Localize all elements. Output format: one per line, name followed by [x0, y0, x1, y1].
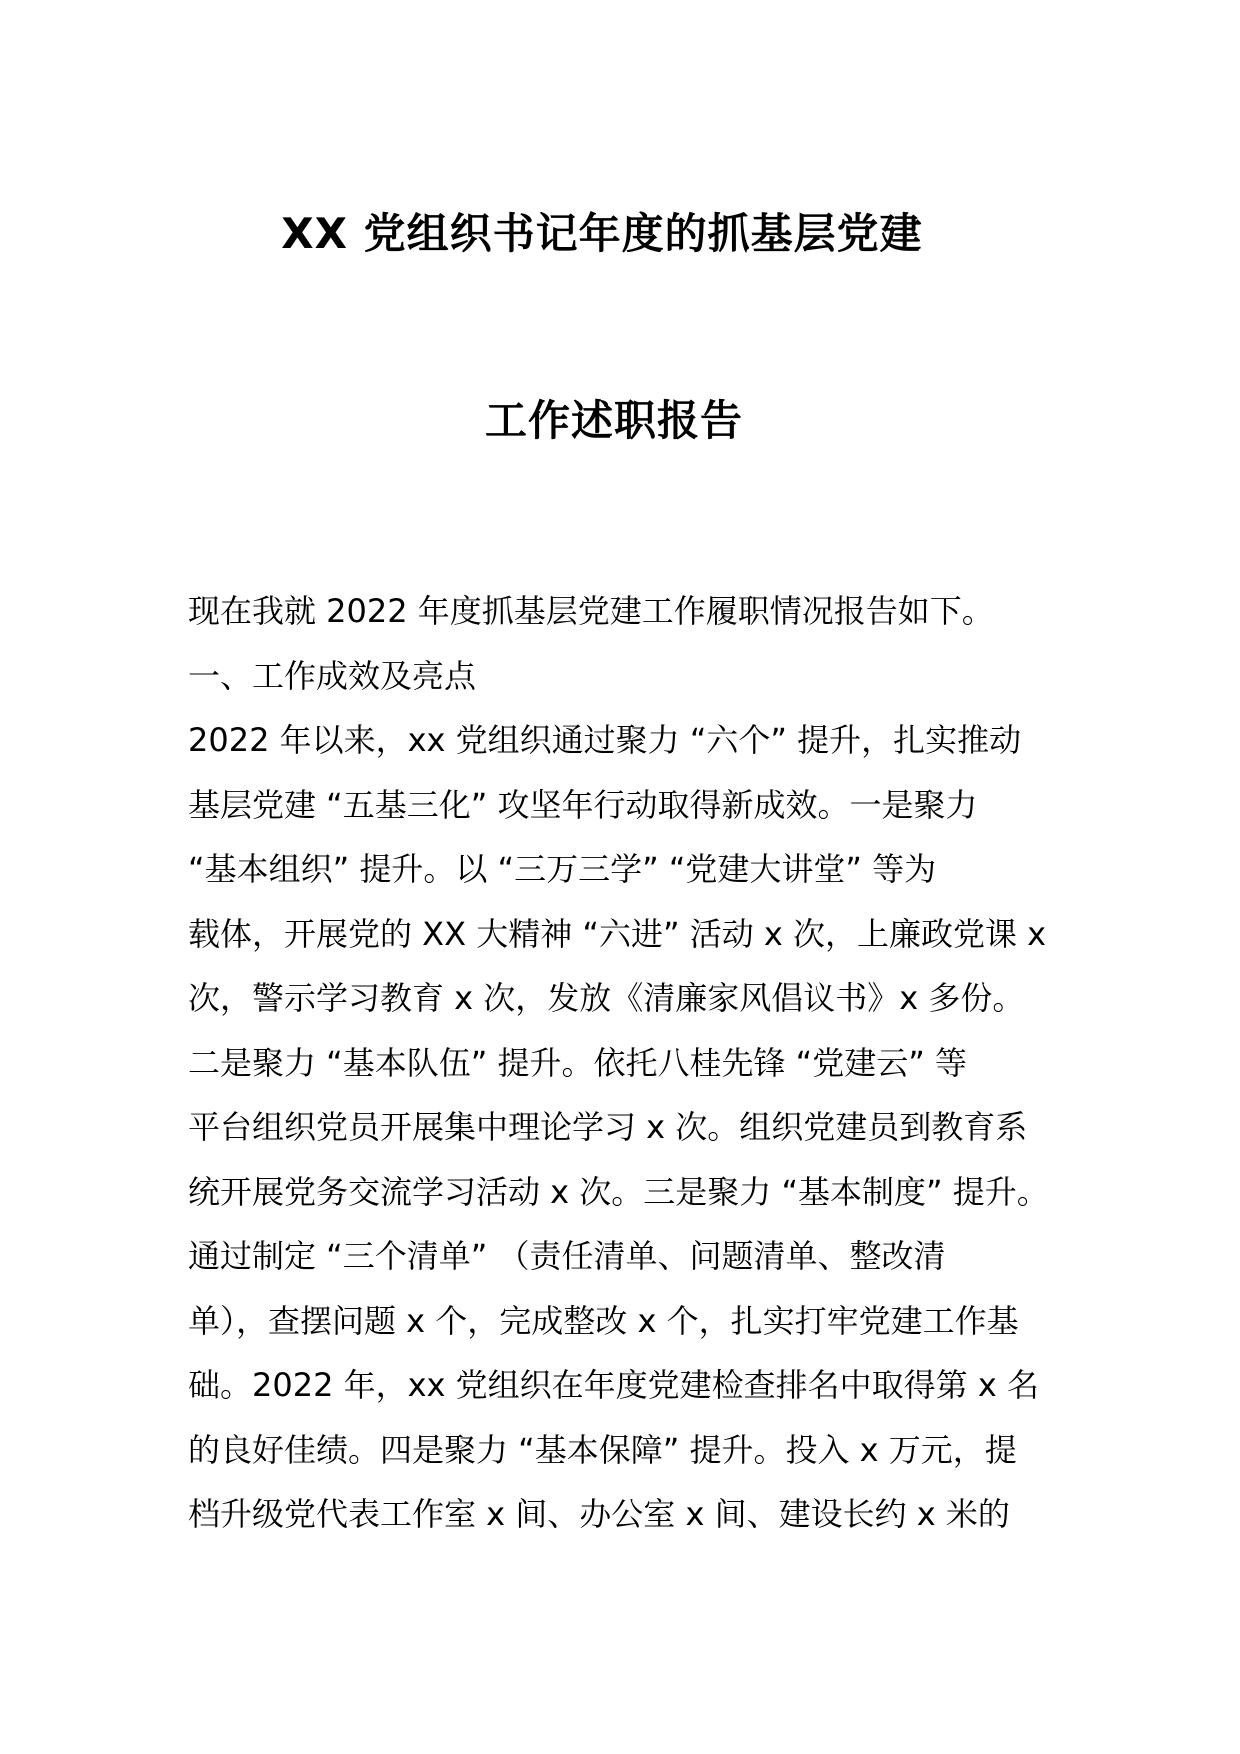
- body-line: 平台组织党员开展集中理论学习 x 次。组织党建员到教育系: [188, 1108, 1028, 1146]
- body-line: 单），查摆问题 x 个，完成整改 x 个，扎实打牢党建工作基: [188, 1301, 1019, 1340]
- section-heading: 一、工作成效及亮点: [188, 656, 477, 695]
- body-line: 载体，开展党的 XX 大精神 “六进” 活动 x 次，上廉政党课 x: [188, 914, 1047, 953]
- body-line: 档升级党代表工作室 x 间、办公室 x 间、建设长约 x 米的: [188, 1495, 1010, 1533]
- body-line: 通过制定 “三个清单” （责任清单、问题清单、整改清: [188, 1237, 946, 1275]
- body-line: 统开展党务交流学习活动 x 次。三是聚力 “基本制度” 提升。: [188, 1172, 1049, 1211]
- body-line: 2022 年以来，xx 党组织通过聚力 “六个” 提升，扎实推动: [188, 721, 1022, 759]
- document-title-line-2: 工作述职报告: [484, 396, 743, 445]
- body-line: “基本组织” 提升。以 “三万三学” “党建大讲堂” 等为: [188, 850, 937, 888]
- body-line: 的良好佳绩。四是聚力 “基本保障” 提升。投入 x 万元，提: [188, 1430, 1017, 1469]
- body-line: 次，警示学习教育 x 次，发放《清廉家风倡议书》x 多份。: [188, 979, 1025, 1017]
- body-line: 基层党建 “五基三化” 攻坚年行动取得新成效。一是聚力: [188, 785, 978, 824]
- document-body: [188, 579, 1088, 1547]
- body-line: 础。2022 年，xx 党组织在年度党建检查排名中取得第 x 名: [188, 1366, 1039, 1404]
- body-line: 现在我就 2022 年度抓基层党建工作履职情况报告如下。: [188, 592, 994, 630]
- document-title-line-1: XX 党组织书记年度的抓基层党建: [281, 209, 923, 258]
- body-line: 二是聚力 “基本队伍” 提升。依托八桂先锋 “党建云” 等: [188, 1043, 968, 1082]
